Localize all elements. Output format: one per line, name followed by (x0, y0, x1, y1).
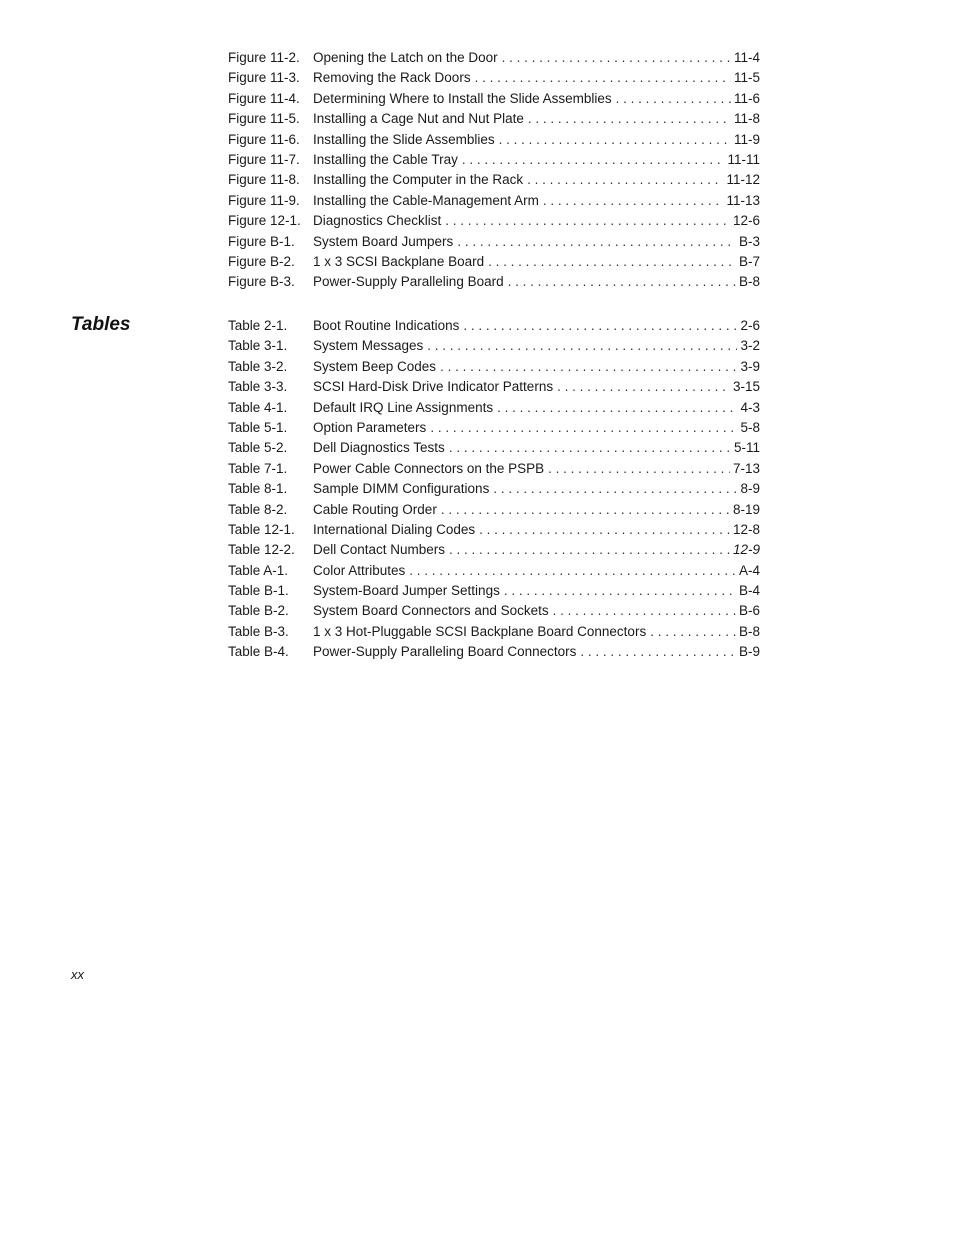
dot-leader (504, 583, 736, 598)
dot-leader (650, 624, 736, 639)
page-number: xx (71, 967, 84, 982)
table-title: Color Attributes (313, 562, 406, 578)
figure-title: Diagnostics Checklist (313, 213, 442, 229)
table-label: Table B-4. (228, 644, 289, 660)
table-page: 5-8 (740, 419, 760, 435)
table-title: System Board Connectors and Sockets (313, 603, 549, 619)
table-label: Table 12-2. (228, 542, 295, 558)
table-entry[interactable] (228, 522, 760, 542)
table-page: 3-9 (740, 358, 760, 374)
figure-label: Figure 11-3. (228, 70, 300, 86)
dot-leader (440, 359, 737, 374)
figure-page: 12-6 (732, 213, 760, 229)
dot-leader (616, 91, 731, 106)
figure-page: B-7 (738, 253, 760, 269)
table-entry[interactable] (228, 379, 760, 399)
table-label: Table 2-1. (228, 318, 288, 333)
figure-entry[interactable] (228, 111, 760, 131)
figure-entry[interactable] (228, 234, 760, 254)
table-title: Dell Diagnostics Tests (313, 440, 445, 456)
table-label: Table 3-1. (228, 338, 288, 354)
table-label: Table 5-2. (228, 440, 288, 456)
figure-label: Figure 11-5. (228, 111, 300, 127)
table-page: 3-15 (732, 379, 760, 395)
dot-leader (580, 644, 736, 659)
figure-entry[interactable] (228, 274, 760, 294)
dot-leader (527, 172, 723, 187)
figure-entry[interactable] (228, 132, 760, 152)
dot-leader (441, 502, 730, 517)
table-label: Table 4-1. (228, 399, 288, 415)
figure-page: 11-13 (726, 192, 760, 208)
table-page: B-9 (738, 644, 760, 660)
table-entry[interactable] (228, 603, 760, 623)
table-page: 12-8 (732, 521, 760, 537)
figure-title: Opening the Latch on the Door (313, 50, 498, 65)
table-entry[interactable] (228, 420, 760, 440)
table-title: Boot Routine Indications (313, 318, 460, 333)
table-title: 1 x 3 Hot-Pluggable SCSI Backplane Board Connectors (313, 623, 647, 639)
table-page: 5-11 (733, 440, 760, 456)
table-page: B-6 (738, 603, 760, 619)
tables-section-heading: Tables (71, 314, 131, 335)
table-label: Table 8-1. (228, 481, 288, 497)
figure-entry[interactable] (228, 213, 760, 233)
figure-title: System Board Jumpers (313, 233, 454, 249)
table-page: 3-2 (740, 338, 760, 354)
figure-entry[interactable] (228, 193, 760, 213)
table-title: Power-Supply Paralleling Board Connectors (313, 644, 577, 660)
dot-leader (488, 254, 736, 269)
figure-title: Power-Supply Paralleling Board (313, 274, 504, 290)
figure-label: Figure B-1. (228, 233, 295, 249)
table-page: 4-3 (740, 399, 760, 415)
table-label: Table B-3. (228, 623, 289, 639)
table-title: Dell Contact Numbers (313, 542, 446, 558)
table-entry[interactable] (228, 338, 760, 358)
table-title: International Dialing Codes (313, 521, 476, 537)
table-entry[interactable] (228, 440, 760, 460)
figure-label: Figure 11-8. (228, 172, 300, 188)
table-label: Table 3-2. (228, 358, 288, 374)
table-label: Table 7-1. (228, 460, 288, 476)
dot-leader (557, 379, 730, 394)
table-entry[interactable] (228, 624, 760, 644)
dot-leader (445, 213, 730, 228)
figures-list (228, 50, 760, 295)
figure-label: Figure 12-1. (228, 213, 301, 229)
table-label: Table 3-3. (228, 379, 288, 395)
figure-page: B-3 (738, 233, 760, 249)
figure-label: Figure 11-6. (228, 131, 300, 147)
dot-leader (502, 50, 731, 65)
table-entry[interactable] (228, 563, 760, 583)
table-page: 8-9 (740, 481, 760, 497)
table-title: Default IRQ Line Assignments (313, 399, 494, 415)
figure-title: Installing a Cage Nut and Nut Plate (313, 111, 524, 127)
table-title: System Messages (313, 338, 424, 354)
figure-page: 11-8 (733, 111, 760, 127)
dot-leader (475, 70, 731, 85)
table-label: Table 8-2. (228, 501, 288, 517)
tables-list (228, 318, 760, 665)
dot-leader (543, 193, 724, 208)
figure-label: Figure 11-9. (228, 192, 300, 208)
table-entry[interactable] (228, 644, 760, 664)
dot-leader (508, 274, 736, 289)
figure-entry[interactable] (228, 254, 760, 274)
figure-title: Installing the Computer in the Rack (313, 172, 524, 188)
figure-title: 1 x 3 SCSI Backplane Board (313, 253, 485, 269)
table-entry[interactable] (228, 359, 760, 379)
table-page: 12-9 (732, 542, 760, 558)
dot-leader (497, 400, 737, 415)
table-page: B-4 (738, 583, 760, 599)
figure-label: Figure 11-7. (228, 151, 300, 167)
figure-title: Installing the Slide Assemblies (313, 131, 495, 147)
figure-page: 11-6 (733, 90, 760, 106)
table-page: A-4 (738, 562, 760, 578)
table-entry[interactable] (228, 481, 760, 501)
figure-entry[interactable] (228, 172, 760, 192)
table-label: Table B-1. (228, 583, 289, 599)
figure-label: Figure 11-2. (228, 50, 300, 65)
table-label: Table A-1. (228, 562, 289, 578)
table-page: B-8 (738, 623, 760, 639)
dot-leader (457, 234, 736, 249)
table-title: Sample DIMM Configurations (313, 481, 490, 497)
figure-label: Figure 11-4. (228, 90, 300, 106)
dot-leader (449, 542, 730, 557)
dot-leader (553, 603, 736, 618)
table-entry[interactable] (228, 583, 760, 603)
dot-leader (449, 440, 731, 455)
dot-leader (499, 132, 731, 147)
dot-leader (548, 461, 730, 476)
table-entry[interactable] (228, 542, 760, 562)
table-label: Table 12-1. (228, 521, 295, 537)
table-title: SCSI Hard-Disk Drive Indicator Patterns (313, 379, 554, 395)
table-title: Option Parameters (313, 419, 427, 435)
figure-entry[interactable] (228, 91, 760, 111)
figure-label: Figure B-2. (228, 253, 295, 269)
table-label: Table 5-1. (228, 419, 288, 435)
dot-leader (479, 522, 730, 537)
figure-title: Removing the Rack Doors (313, 70, 471, 86)
dot-leader (463, 318, 737, 333)
table-title: Power Cable Connectors on the PSPB (313, 460, 545, 476)
table-entry[interactable] (228, 400, 760, 420)
table-page: 7-13 (732, 460, 760, 476)
figure-page: 11-4 (733, 50, 760, 65)
figure-page: 11-12 (726, 172, 760, 188)
figure-page: 11-9 (733, 131, 760, 147)
dot-leader (462, 152, 725, 167)
figure-entry[interactable] (228, 152, 760, 172)
table-title: System-Board Jumper Settings (313, 583, 500, 599)
figure-page: 11-11 (727, 151, 760, 167)
table-label: Table B-2. (228, 603, 289, 619)
figure-page: 11-5 (733, 70, 760, 86)
dot-leader (528, 111, 731, 126)
table-page: 2-6 (740, 318, 760, 333)
dot-leader (427, 338, 737, 353)
table-entry[interactable] (228, 461, 760, 481)
dot-leader (493, 481, 737, 496)
table-entry[interactable] (228, 502, 760, 522)
table-entry[interactable] (228, 318, 760, 338)
figure-label: Figure B-3. (228, 274, 295, 290)
figure-page: B-8 (738, 274, 760, 290)
figure-entry[interactable] (228, 50, 760, 70)
figure-title: Installing the Cable Tray (313, 151, 458, 167)
table-title: Cable Routing Order (313, 501, 437, 517)
table-page: 8-19 (732, 501, 760, 517)
dot-leader (409, 563, 736, 578)
table-title: System Beep Codes (313, 358, 437, 374)
figure-title: Determining Where to Install the Slide Assemblies (313, 90, 612, 106)
figure-entry[interactable] (228, 70, 760, 90)
dot-leader (430, 420, 737, 435)
figure-title: Installing the Cable-Management Arm (313, 192, 539, 208)
